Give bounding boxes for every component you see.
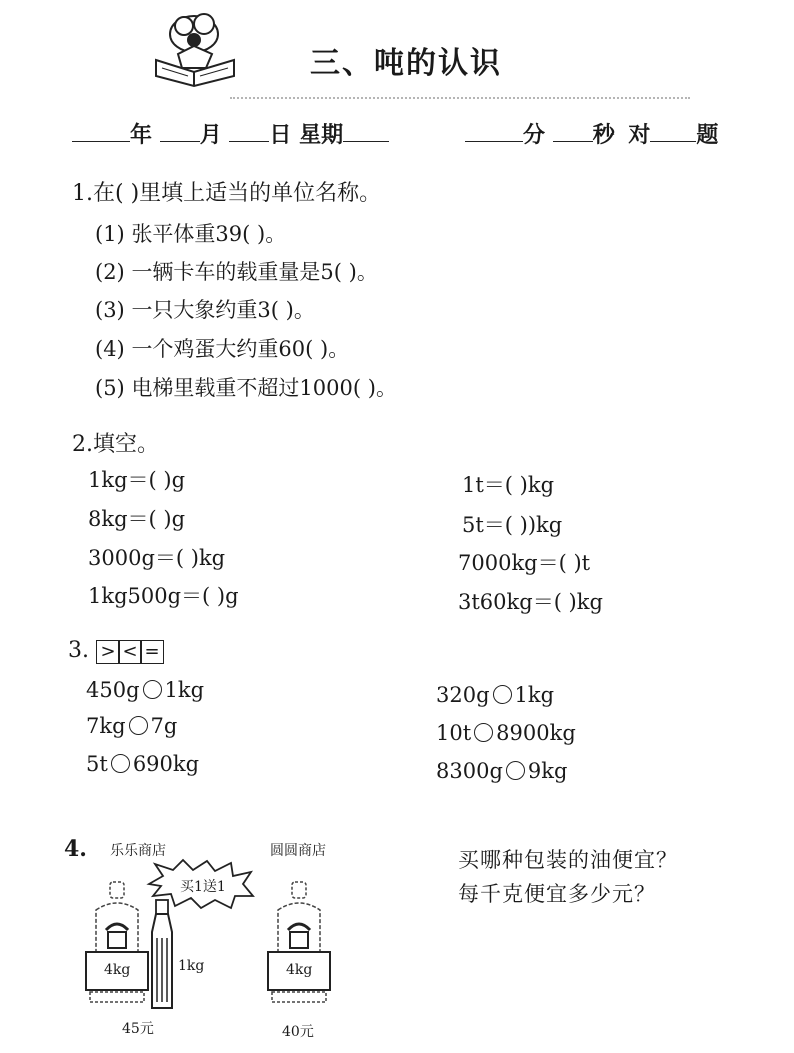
q1-item-text: 一个鸡蛋大约重60( )。 [131,337,350,361]
dotted-divider [230,97,690,99]
store1-label: 乐乐商店 [110,843,166,859]
date-header [72,118,389,149]
q3-right-b: 1kg [514,683,555,707]
q3-right-a: 8300g [436,759,503,783]
q1-item-text: 一只大象约重3( )。 [131,298,315,322]
minutes-label: 分 [523,122,546,148]
q3-header [68,638,162,664]
q1-prompt: 1.在( )里填上适当的单位名称。 [72,181,382,206]
day-blank[interactable] [229,123,269,142]
q2-left-item: 1kg＝( )g [88,468,186,492]
promo-text: 买1送1 [180,879,226,895]
reading-child-illustration [148,10,240,90]
bottle-weight-label: 1kg [178,958,205,974]
score-header [465,118,718,149]
q1-item [95,372,397,402]
q2-left-item: 8kg＝( )g [88,507,186,531]
q2-right-item: 1t＝( )kg [462,473,555,497]
q4-question-line2: 每千克便宜多少元？ [458,882,656,906]
less-than-symbol: < [118,640,142,664]
q3-right-row [436,721,576,745]
q2-right-item: 3t60kg＝( )kg [458,590,603,614]
q3-left-b: 690kg [132,752,200,776]
q1-item [95,294,315,324]
q3-number: 3. [68,638,89,663]
compare-circle[interactable] [143,680,162,699]
year-label: 年 [130,122,153,148]
day-label: 日 [269,122,292,148]
q1-item-text: 电梯里载重不超过1000( )。 [131,376,397,400]
can-weight-label: 4kg [286,962,313,978]
q3-right-row [436,759,567,783]
q1-item [95,333,349,363]
year-blank[interactable] [72,123,130,142]
questions-label: 题 [696,122,719,148]
compare-circle[interactable] [493,685,512,704]
q3-left-a: 7kg [86,714,126,738]
q2-prompt: 2.填空。 [72,432,159,457]
month-blank[interactable] [160,123,200,142]
page-title: 三、吨的认识 [310,46,502,81]
q4-question-line1: 买哪种包装的油便宜？ [458,848,678,872]
q3-right-a: 320g [436,683,490,707]
q3-right-a: 10t [436,721,472,745]
q3-left-a: 450g [86,678,140,702]
q3-left-row [86,678,204,702]
q3-left-row [86,714,177,738]
q1-item-num: (1) [95,222,125,246]
q1-item-text: 一辆卡车的载重量是5( )。 [131,260,378,284]
price1-label: 45元 [122,1021,154,1037]
greater-than-symbol: > [96,640,120,664]
weekday-blank[interactable] [343,123,389,142]
q1-item-num: (5) [95,376,125,400]
q1-item-num: (4) [95,337,125,361]
q2-left-item: 3000g＝( )kg [88,546,226,570]
compare-circle[interactable] [474,723,493,742]
q2-right-item: 7000kg＝( )t [458,551,591,575]
compare-circle[interactable] [111,754,130,773]
q2-left-item: 1kg500g＝( )g [88,584,239,608]
weekday-label: 星期 [299,122,344,148]
price2-label: 40元 [282,1024,314,1040]
month-label: 月 [199,122,222,148]
q3-right-b: 9kg [527,759,568,783]
oil-bottle-icon [148,898,176,1012]
q3-right-row [436,683,554,707]
compare-circle[interactable] [129,716,148,735]
equals-symbol: = [140,640,164,664]
seconds-blank[interactable] [553,123,593,142]
q3-left-row [86,752,199,776]
q1-item [95,256,378,286]
correct-label: 对 [628,122,651,148]
compare-circle[interactable] [506,761,525,780]
q1-item [95,218,286,248]
q2-right-item: 5t＝( ))kg [462,513,563,537]
q1-item-num: (3) [95,298,125,322]
minutes-blank[interactable] [465,123,523,142]
oil-can-icon [266,880,332,1010]
store2-label: 圆圆商店 [270,843,326,859]
oil-can-icon [84,880,150,1010]
q3-left-b: 7g [150,714,178,738]
can-weight-label: 4kg [104,962,131,978]
q1-item-text: 张平体重39( )。 [131,222,287,246]
q3-right-b: 8900kg [496,721,576,745]
q4-number: 4. [64,836,87,862]
q1-item-num: (2) [95,260,125,284]
q3-left-b: 1kg [164,678,205,702]
seconds-label: 秒 [592,122,615,148]
q3-left-a: 5t [86,752,108,776]
correct-blank[interactable] [650,123,696,142]
